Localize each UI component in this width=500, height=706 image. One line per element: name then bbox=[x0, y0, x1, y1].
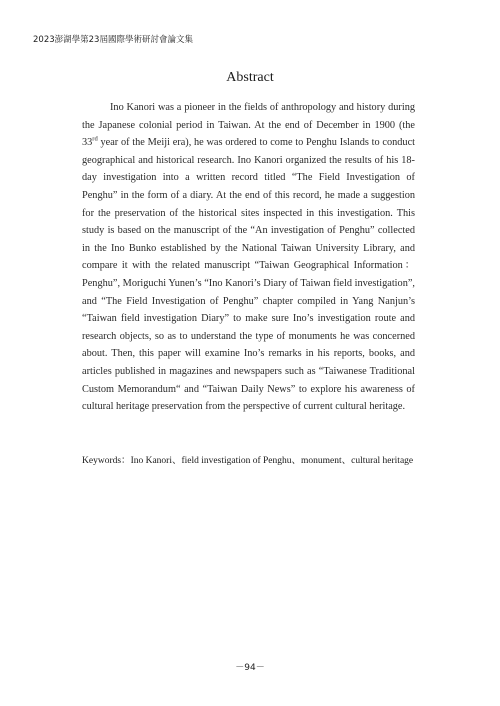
abstract-body bbox=[82, 99, 415, 416]
page-number: －94－ bbox=[235, 663, 265, 673]
keywords-label: Keywords： bbox=[82, 456, 131, 466]
ordinal-suffix: rd bbox=[92, 135, 98, 143]
abstract-text-part-2: year of the Meiji era), he was ordered to come to Penghu Islands to conduct geographical and historical research. Ino Kanori organized the results of his 18-day investigation into a written record titled “The Field Investigation of Penghu” in the form of a diary. At the end of this record, he made a suggestion for the preservation of the historical sites inspected in this investigation. This study is based on the manuscript of the “An investigation of Penghu” collected in the Ino Bunko established by the National Taiwan University Library, and compare it with the related manuscript “Taiwan Geographical Information： Penghu”, Moriguchi Yunen’s “Ino Kanori’s Diary of Taiwan field investigation”, and “The Field Investigation of Penghu” chapter compiled in Yang Nanjun’s “Taiwan field investigation Diary” to make sure Ino’s investigation route and research objects, so as to understand the type of monuments he was concerned about. Then, this paper will examine Ino’s remarks in his reports, books, and articles published in magazines and newspapers such as “Taiwanese Traditional Custom Memorandum“ and “Taiwan Daily News” to explore his awareness of cultural heritage preservation from the perspective of current cultural heritage. bbox=[82, 137, 415, 413]
running-header: 2023澎湖學第23屆國際學術研討會論文集 bbox=[33, 35, 193, 45]
keywords-line bbox=[82, 452, 413, 466]
page-title: Abstract bbox=[226, 70, 274, 85]
keywords-terms: Ino Kanori、field investigation of Penghu、monument、cultural heritage bbox=[130, 456, 414, 466]
abstract-text-part-1: Ino Kanori was a pioneer in the fields of anthropology and history during the Japanese colonial period in Taiwan. At the end of December in 1900 (the 33 bbox=[82, 102, 415, 149]
